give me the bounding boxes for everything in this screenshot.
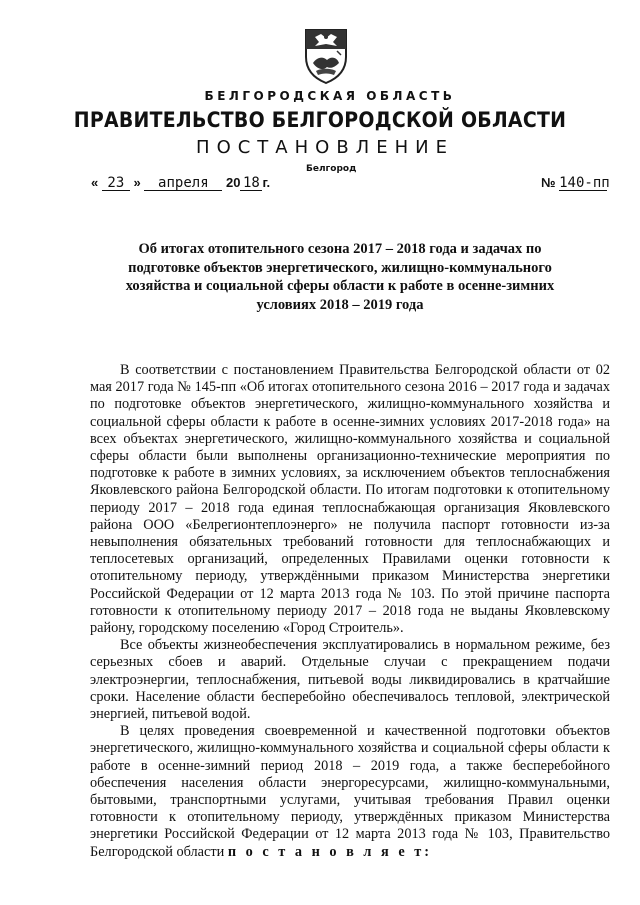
date-year-suffix: 18 <box>240 176 262 191</box>
city-name: Белгород <box>306 164 357 174</box>
date-open-quote: « <box>91 175 99 190</box>
government-name: ПРАВИТЕЛЬСТВО БЕЛГОРОДСКОЙ ОБЛАСТИ <box>73 108 567 132</box>
date-close-quote: » <box>133 175 141 190</box>
number-value: 140-пп <box>559 175 610 191</box>
paragraph <box>90 723 610 861</box>
paragraph-text: В целях проведения своевременной и качественной подготовки объектов энергетического, жилищно-коммунального хозяйства и социальной сферы области к работе в осенне-зимний период 2018 – 2019 года, а также бесперебойного обеспечения населения области энергоресурсами, жилищно-коммунальными, бытовыми, транспортными услугами, учитывая требования Правил оценки готовности к отопительному периоду, утверждённых приказом Министерства энергетики Российской Федерации от 12 марта 2013 года № 103, Правительство Белгородской области <box>90 723 610 860</box>
date-year-unit: г. <box>262 175 271 190</box>
coat-of-arms-emblem <box>303 27 349 85</box>
paragraph: В соответствии с постановлением Правительства Белгородской области от 02 мая 2017 года № 145-пп «Об итогах отопительного сезона 2016 – 2017 года и задачах по подготовке объектов энергетического, жилищно-коммунального хозяйства и социальной сферы области к работе в осенне-зимних условиях 2017-2018 года» на всех объектах энергетического, жилищно-коммунального хозяйства и социальной сферы области были выполнены организационно-технические мероприятия по подготовке к работе в зимних условиях, за исключением объектов теплоснабжения Яковлевского района Белгородской области. По итогам подготовки к отопительному периоду 2017 – 2018 года единая теплоснабжающая организация Яковлевского района ООО «Белрегионтеплоэнерго» не получила паспорт готовности из-за невыполнения обязательных требований готовности для теплоснабжающих и теплосетевых организаций, определенных Правилами оценки готовности к отопительному периоду, утверждёнными приказом Министерства энергетики Российской Федерации от 12 марта 2013 года № 103. По этой причине паспорта готовности к отопительному периоду 2017 – 2018 года не выданы Яковлевскому району, городскому поселению «Город Строитель». <box>90 362 610 637</box>
document-title: Об итогах отопительного сезона 2017 – 2018 года и задачах по подготовке объектов энергетического, жилищно-коммунального хозяйства и социальной сферы области к работе в осенне-зимних условиях 2018 – 2019 года <box>125 241 555 313</box>
date-day: 23 <box>102 176 130 191</box>
resolves-word: п о с т а н о в л я е т: <box>227 843 433 860</box>
date-year-prefix: 20 <box>225 175 241 190</box>
document-type: ПОСТАНОВЛЕНИЕ <box>196 137 454 158</box>
document-body <box>90 362 610 861</box>
document-number <box>541 175 610 191</box>
paragraph: Все объекты жизнеобеспечения эксплуатировались в нормальном режиме, без серьезных сбоев и аварий. Отдельные случаи с прекращением подачи электроэнергии, теплоснабжения, питьевой воды ликвидировались в кратчайшие сроки. Население области бесперебойно обеспечивалось тепловой, электрической энергией, питьевой водой. <box>90 637 610 723</box>
number-prefix: № <box>541 175 556 190</box>
region-name: БЕЛГОРОДСКАЯ ОБЛАСТЬ <box>204 89 456 103</box>
document-date <box>91 175 270 191</box>
date-month: апреля <box>144 176 222 191</box>
